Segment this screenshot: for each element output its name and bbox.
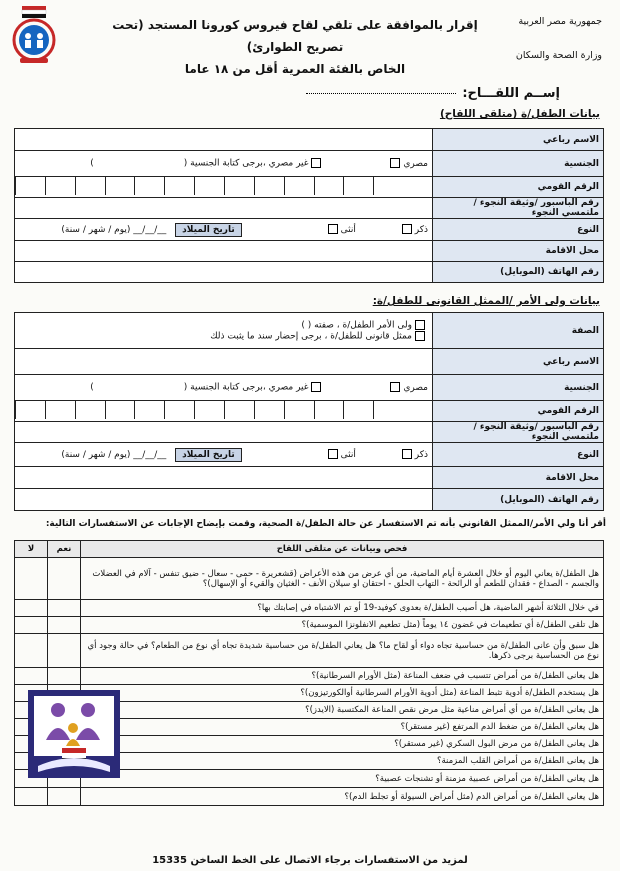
country-name: جمهورية مصر العربية <box>518 16 602 27</box>
child-dob-format[interactable]: __/__/__ (يوم / شهر / سنة) <box>61 224 167 235</box>
family-badge-icon <box>28 690 120 778</box>
q12-yes-cell[interactable] <box>48 788 81 806</box>
guardian-dob-format[interactable]: __/__/__ (يوم / شهر / سنة) <box>61 449 167 460</box>
child-section-title: بيانات الطفل/ة (متلقى اللقاح) <box>439 108 600 120</box>
guardian-egyptian-checkbox[interactable] <box>390 382 400 392</box>
child-info-table <box>14 128 604 283</box>
guardian-info-table <box>14 312 604 511</box>
q2-yes-cell[interactable] <box>48 600 81 617</box>
guardian-mobile-label: رقم الهاتف (الموبايل) <box>433 489 604 511</box>
child-close-paren: ) <box>90 158 94 169</box>
child-passport-label: رقم الباسبور /وثيقة النجوء /ملتمسي النجوء <box>433 198 604 219</box>
guardian-mobile-input[interactable] <box>15 489 433 511</box>
guardian-female-checkbox[interactable] <box>328 449 338 459</box>
child-nationality-cell <box>15 151 433 177</box>
guardian-residence-label: محل الاقامة <box>433 467 604 489</box>
health-question-5: هل يعانى الطفل/ة من أمراض تتسبب في ضعف المناعة (مثل الأورام السرطانية)؟ <box>81 668 604 685</box>
ministry-name: وزارة الصحة والسكان <box>515 50 602 61</box>
guardian-passport-label: رقم الباسبور /وثيقة النجوء /ملتمسي النجوء <box>433 422 604 443</box>
child-non-egyptian-checkbox[interactable] <box>311 158 321 168</box>
health-question-12: هل يعانى الطفل/ة من أمراض الدم (مثل أمراض السيولة أو تجلط الدم)؟ <box>81 788 604 806</box>
child-name-input[interactable] <box>15 129 433 151</box>
child-mobile-input[interactable] <box>15 262 433 283</box>
title-line-2: الخاص بالفئة العمرية أقل من ١٨ عاما <box>184 62 406 76</box>
health-question-6: هل يستخدم الطفل/ة أدوية تثبط المناعة (مثل أدوية الأورام السرطانية أوالكورتيزون)؟ <box>81 685 604 702</box>
ministry-logo-icon <box>8 6 60 68</box>
child-gender-label: النوع <box>433 219 604 241</box>
q5-no-cell[interactable] <box>15 668 48 685</box>
title-line-1: إقرار بالموافقة على تلقي لقاح فيروس كورونا المستجد (تحت تصريح الطوارئ) <box>112 18 478 54</box>
child-male-label: ذكر <box>414 224 428 235</box>
health-question-8: هل يعانى الطفل/ة من ضغط الدم المرتفع (غير مستقر)؟ <box>81 719 604 736</box>
child-egyptian-checkbox[interactable] <box>390 158 400 168</box>
health-question-7: هل يعانى الطفل/ة من أي أمراض مناعية مثل مرض نقص المناعة المكتسبة (الايدز)؟ <box>81 702 604 719</box>
child-dob-label: تاريخ الميلاد <box>175 223 242 237</box>
health-question-1: هل الطفل/ة يعاني اليوم أو خلال العشرة أيام الماضية، من أي عرض من هذه الأعراض (قشعريرة - حمى - سعال - ضيق تنفس - آلام في العضلات والجسم - الصداع - فقدان للطعم أو الرائحة - التهاب الحلق - احتقان او سيلان الأنف - الغثيان والقيء أو الإسهال)؟ <box>81 558 604 600</box>
child-non-egyptian-label: غير مصري ،برجى كتابة الجنسية ( <box>183 158 309 169</box>
health-question-11: هل يعانى الطفل/ة من أمراض عصبية مزمنة أو تشنجات عصبية؟ <box>81 770 604 788</box>
guardian-non-egyptian-label: غير مصري ،برجى كتابة الجنسية ( <box>183 382 309 393</box>
child-mobile-label: رقم الهاتف (الموبايل) <box>433 262 604 283</box>
guardian-option-checkbox[interactable] <box>415 320 425 330</box>
footer-hotline: لمزيد من الاستفسارات برجاء الاتصال على الخط الساخن 15335 <box>152 855 468 866</box>
guardian-nid-label: الرقم القومي <box>433 401 604 422</box>
child-residence-label: محل الاقامة <box>433 241 604 262</box>
q4-no-cell[interactable] <box>15 634 48 668</box>
q3-no-cell[interactable] <box>15 617 48 634</box>
guardian-gender-label: النوع <box>433 443 604 467</box>
guardian-nationality-cell <box>15 375 433 401</box>
child-egyptian-label: مصري <box>403 158 428 169</box>
vaccine-name-field[interactable] <box>306 86 560 101</box>
child-gender-cell <box>15 219 433 241</box>
child-residence-input[interactable] <box>15 241 433 262</box>
legal-rep-checkbox[interactable] <box>415 331 425 341</box>
child-name-label: الاسم رباعي <box>433 129 604 151</box>
acknowledgment-text: أقر أنا ولي الأمر/الممثل القانوني بأنه تم الاستفسار عن حالة الطفل/ة الصحية، وقمت بإيضاح الإجابات عن الاستفسارات التالية: <box>45 519 606 529</box>
health-question-2: في خلال الثلاثة أشهر الماضية، هل أصيب الطفل/ة بعدوى كوفيد-19 أو تم الاشتباه في إصابتك بها؟ <box>81 600 604 617</box>
guardian-section-title: بيانات ولى الأمر /الممثل القانونى للطفل/ة: <box>372 295 600 307</box>
q3-yes-cell[interactable] <box>48 617 81 634</box>
health-question-9: هل يعانى الطفل/ة من مرض البول السكري (غير مستقر)؟ <box>81 736 604 753</box>
health-question-10: هل يعانى الطفل/ة من أمراض القلب المزمنة؟ <box>81 753 604 770</box>
q1-yes-cell[interactable] <box>48 558 81 600</box>
guardian-residence-input[interactable] <box>15 467 433 489</box>
form-title <box>110 14 480 80</box>
guardian-capacity-label: الصفة <box>433 313 604 349</box>
legal-rep-label: ممثل قانونى للطفل/ة ، برجى إحضار سند ما يثبت ذلك <box>210 331 412 341</box>
child-nid-label: الرقم القومي <box>433 177 604 198</box>
guardian-dob-label: تاريخ الميلاد <box>175 448 242 462</box>
health-question-3: هل تلقى الطفل/ة أي تطعيمات في غضون ١٤ يوماً (مثل تطعيم الانفلونزا الموسمية)؟ <box>81 617 604 634</box>
child-female-label: أنثى <box>340 224 356 235</box>
q1-no-cell[interactable] <box>15 558 48 600</box>
guardian-nid-input[interactable] <box>15 401 433 422</box>
child-nationality-label: الجنسية <box>433 151 604 177</box>
guardian-gender-cell <box>15 443 433 467</box>
guardian-female-label: أنثى <box>340 449 356 460</box>
vaccine-name-label: إســم اللقـــاح: <box>462 86 560 101</box>
guardian-name-label: الاسم رباعي <box>433 349 604 375</box>
health-question-4: هل سبق وأن عانى الطفل/ة من حساسية تجاه دواء أو لقاح ما؟ هل يعاني الطفل/ة من حساسية شديدة تجاه أي نوع من الطعام؟ في حالة وجود أي نوع من الحساسية برجى ذكرها. <box>81 634 604 668</box>
q2-no-cell[interactable] <box>15 600 48 617</box>
guardian-name-input[interactable] <box>15 349 433 375</box>
guardian-nationality-label: الجنسية <box>433 375 604 401</box>
ministry-header <box>492 12 602 66</box>
q4-yes-cell[interactable] <box>48 634 81 668</box>
guardian-passport-input[interactable] <box>15 422 433 443</box>
vaccine-name-line[interactable] <box>306 93 456 94</box>
child-male-checkbox[interactable] <box>402 224 412 234</box>
guardian-male-label: ذكر <box>414 449 428 460</box>
child-female-checkbox[interactable] <box>328 224 338 234</box>
guardian-non-egyptian-checkbox[interactable] <box>311 382 321 392</box>
q5-yes-cell[interactable] <box>48 668 81 685</box>
child-passport-input[interactable] <box>15 198 433 219</box>
guardian-egyptian-label: مصري <box>403 382 428 393</box>
q12-no-cell[interactable] <box>15 788 48 806</box>
guardian-close-paren: ) <box>90 382 94 393</box>
health-header: فحص وبيانات عن متلقى اللقاح <box>81 541 604 558</box>
guardian-option-label: ولى الأمر الطفل/ة ، صفته ( ) <box>301 320 412 331</box>
yes-header: نعم <box>48 541 81 558</box>
guardian-capacity-cell <box>15 313 433 349</box>
no-header: لا <box>15 541 48 558</box>
guardian-male-checkbox[interactable] <box>402 449 412 459</box>
child-nid-input[interactable] <box>15 177 433 198</box>
